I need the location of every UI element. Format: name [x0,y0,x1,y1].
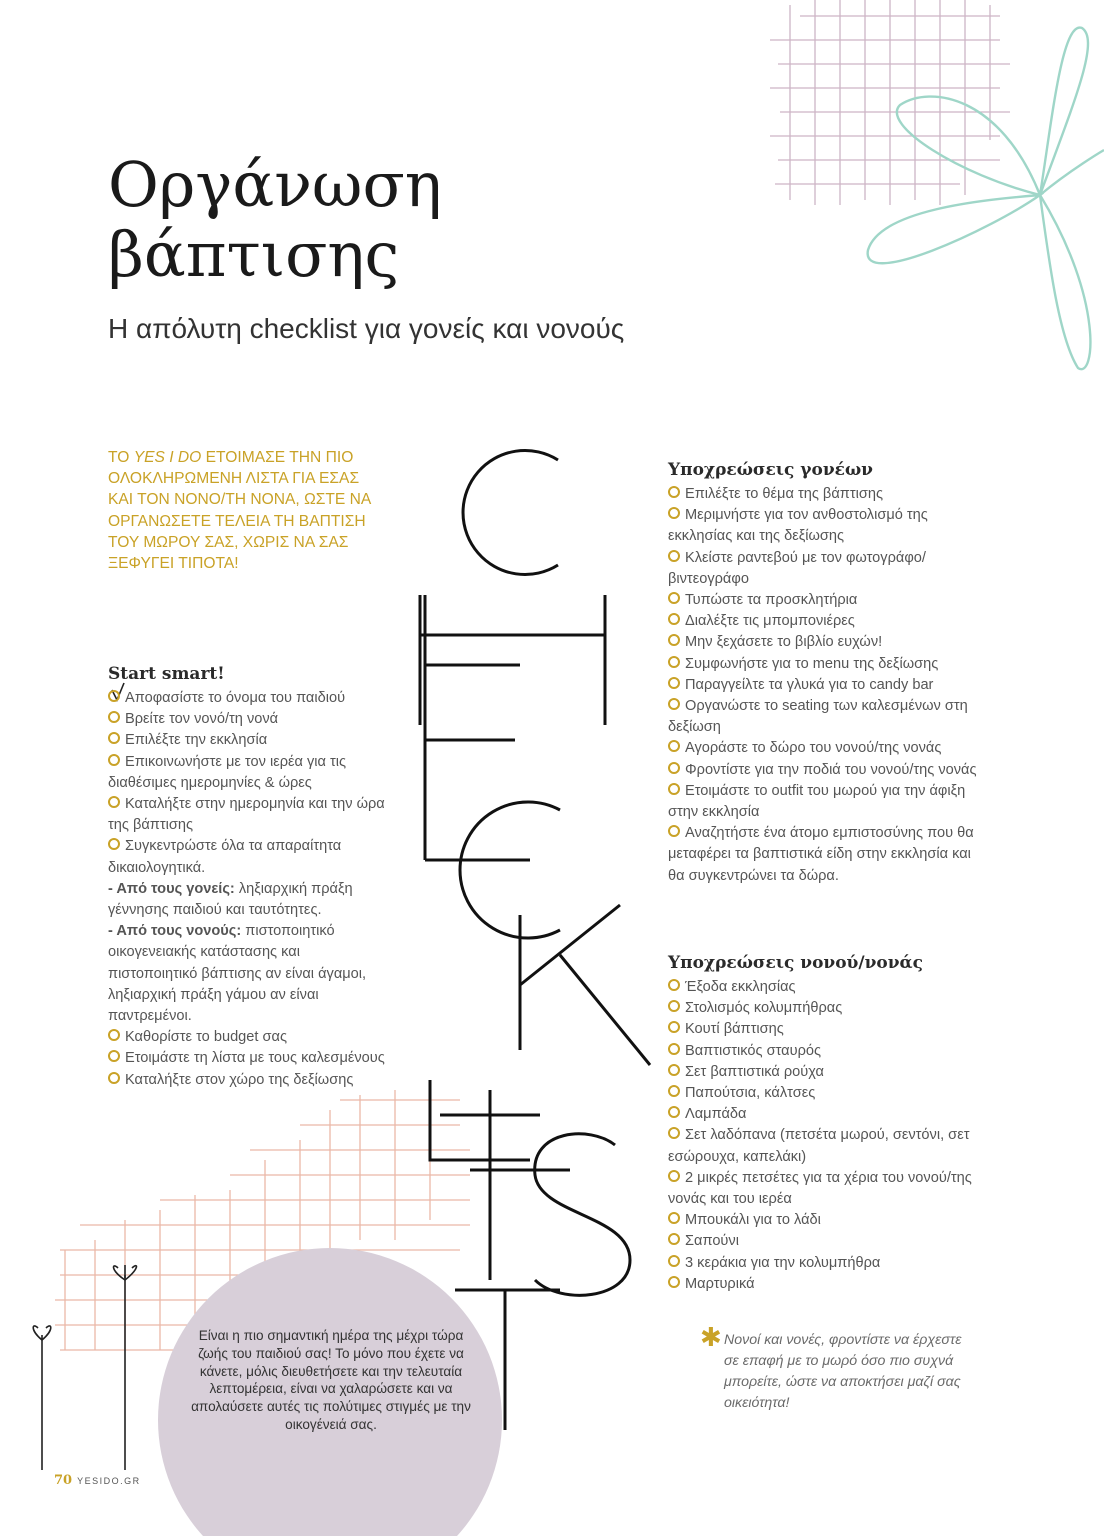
list-item[interactable]: Βρείτε τον νονό/τη νονά [108,709,393,730]
list-item[interactable]: 3 κεράκια για την κολυμπήθρα [668,1253,978,1274]
list-item[interactable]: Κλείστε ραντεβού με τον φωτογράφο/βιντεογράφο [668,549,926,587]
list-item[interactable]: Τυπώστε τα προσκλητήρια [668,590,978,611]
list-item[interactable]: Ετοιμάστε το outfit του μωρού για την άφιξη στην εκκλησία [668,782,966,821]
godparents-list [668,977,978,1295]
checkbox-icon[interactable] [668,1255,680,1267]
parents-heading: Υποχρεώσεις γονέων [668,460,873,480]
intro-brand: YES I DO [133,449,202,466]
list-item[interactable]: Συγκεντρώστε όλα τα απαραίτητα δικαιολογητικά. [108,838,342,876]
checkbox-icon[interactable] [668,762,680,774]
list-item[interactable]: Στολισμός κολυμπήθρας [668,998,978,1019]
checkbox-icon[interactable] [668,592,680,604]
flower-decoration [868,28,1104,370]
checkbox-icon[interactable] [668,1127,680,1139]
list-item[interactable]: Παραγγείλτε τα γλυκά για το candy bar [668,675,978,696]
list-item[interactable]: Μην ξεχάσετε το βιβλίο ευχών! [668,632,978,653]
list-item[interactable]: Επιλέξτε το θέμα της βάπτισης [668,484,978,505]
checkbox-icon[interactable] [668,656,680,668]
list-item[interactable]: Καταλήξτε στον χώρο της δεξίωσης [108,1070,393,1091]
checkbox-icon[interactable] [668,1000,680,1012]
checkbox-icon[interactable] [668,486,680,498]
checkbox-icon[interactable] [108,690,120,702]
top-grid-decoration [770,0,1010,205]
intro-after: ΕΤΟΙΜΑΣΕ ΤΗΝ ΠΙΟ ΟΛΟΚΛΗΡΩΜΕΝΗ ΛΙΣΤΑ ΓΙΑ ΕΣΑΣ ΚΑΙ ΤΟΝ ΝΟΝΟ/ΤΗ ΝΟΝΑ, ΩΣΤΕ ΝΑ ΟΡΓΑΝΩΣΕΤΕ ΤΕΛΕΙΑ ΤΗ ΒΑΠΤΙΣΗ ΤΟΥ ΜΩΡΟΥ ΣΑΣ, ΧΩΡΙΣ ΝΑ ΣΑΣ ΞΕΦΥΓΕΙ ΤΙΠΟΤΑ! [108,449,371,573]
list-item[interactable]: Αποφασίστε το όνομα του παιδιού [108,688,393,709]
list-item[interactable]: Μεριμνήστε για τον ανθοστολισμό της εκκλησίας και της δεξίωσης [668,507,928,545]
checkbox-icon[interactable] [668,825,680,837]
checkbox-icon[interactable] [668,740,680,752]
checklists-letters [420,451,650,1431]
checkbox-icon[interactable] [668,1233,680,1245]
checkbox-icon[interactable] [668,634,680,646]
start-smart-heading: Start smart! [108,664,225,684]
stem-decoration [33,1265,136,1470]
checkbox-icon[interactable] [668,550,680,562]
list-item[interactable]: Καταλήξτε στην ημερομηνία και την ώρα της βάπτισης [108,796,385,834]
page-number: 70 [54,1473,73,1488]
intro-before: ΤΟ [108,449,134,466]
list-item[interactable]: Επικοινωνήστε με τον ιερέα για τις διαθέσιμες ημερομηνίες & ώρες [108,753,347,791]
checkbox-icon[interactable] [108,1029,120,1041]
list-item[interactable]: Οργανώστε το seating των καλεσμένων στη δεξίωση [668,698,968,736]
docs-parents: - Από τους γονείς: ληξιαρχική πράξη γέννησης παιδιού και ταυτότητες. [108,880,353,919]
page-subtitle: Η απόλυτη checklist για γονείς και νονούς [108,313,625,344]
checkbox-icon[interactable] [668,1085,680,1097]
asterisk-icon: ✱ [700,1322,722,1352]
list-item[interactable]: Διαλέξτε τις μπομπονιέρες [668,611,978,632]
list-item[interactable]: Μαρτυρικά [668,1274,978,1295]
list-item[interactable]: Φροντίστε για την ποδιά του νονού/της νονάς [668,760,978,781]
checkbox-icon[interactable] [668,613,680,625]
list-item[interactable]: Λαμπάδα [668,1104,978,1125]
checkbox-icon[interactable] [668,677,680,689]
checkbox-icon[interactable] [668,783,680,795]
checkbox-icon[interactable] [668,1064,680,1076]
checkbox-icon[interactable] [108,796,120,808]
parents-section [668,460,978,887]
list-item[interactable]: Μπουκάλι για το λάδι [668,1210,978,1231]
checkbox-icon[interactable] [108,754,120,766]
checkbox-icon[interactable] [108,1072,120,1084]
list-item[interactable]: Σαπούνι [668,1231,978,1252]
checkbox-icon[interactable] [668,1170,680,1182]
checkbox-icon[interactable] [108,711,120,723]
checkbox-icon[interactable] [668,507,680,519]
page-footer [54,1472,141,1488]
list-item[interactable]: Αναζητήστε ένα άτομο εμπιστοσύνης που θα μεταφέρει τα βαπτιστικά είδη στην εκκλησία και θα συγκεντρώνει τα δώρα. [668,825,974,884]
list-item[interactable]: Επιλέξτε την εκκλησία [108,730,393,751]
checkbox-icon[interactable] [668,1276,680,1288]
list-item[interactable]: Έξοδα εκκλησίας [668,977,978,998]
intro-text [108,447,378,574]
list-item[interactable]: Βαπτιστικός σταυρός [668,1041,978,1062]
checkbox-icon[interactable] [108,838,120,850]
checkbox-icon[interactable] [668,979,680,991]
checkbox-icon[interactable] [668,698,680,710]
list-item[interactable]: Σετ βαπτιστικά ρούχα [668,1062,978,1083]
docs-godparents: - Από τους νονούς: πιστοποιητικό οικογενειακής κατάστασης και πιστοποιητικό βάπτισης αν είναι άγαμοι, ληξιαρχική πράξη γάμου αν είναι παντρεμένοι. [108,923,367,1025]
circle-caption: Είναι η πιο σημαντική ημέρα της μέχρι τώρα ζωής του παιδιού σας! Το μόνο που έχετε να κάνετε, μόλις διευθετήσετε και την τελευταία λεπτομέρεια, είναι να χαλαρώσετε και να απολαύσετε αυτές τις πολύτιμες στιγμές με την οικογένειά σας. [191,1328,471,1432]
checkbox-icon[interactable] [108,732,120,744]
list-item[interactable]: Σετ λαδόπανα (πετσέτα μωρού, σεντόνι, σετ εσώρουχα, καπελάκι) [668,1127,970,1165]
list-item[interactable]: Κουτί βάπτισης [668,1019,978,1040]
page-title [108,150,442,290]
start-smart-list [108,688,393,1091]
site-name: YESIDO.GR [77,1476,141,1486]
godparents-note: Νονοί και νονές, φροντίστε να έρχεστε σε επαφή με το μωρό όσο πιο συχνά μπορείτε, ώστε να αποκτήσει μαζί σας οικειότητα! [724,1332,962,1411]
checkbox-icon[interactable] [668,1043,680,1055]
list-item[interactable]: 2 μικρές πετσέτες για τα χέρια του νονού/της νονάς και του ιερέα [668,1169,972,1208]
list-item[interactable]: Ετοιμάστε τη λίστα με τους καλεσμένους [108,1048,393,1069]
start-smart-section [108,664,393,1091]
list-item[interactable]: Παπούτσια, κάλτσες [668,1083,978,1104]
checkbox-icon[interactable] [668,1212,680,1224]
list-item[interactable]: Αγοράστε το δώρο του νονού/της νονάς [668,738,978,759]
title-line-2: βάπτισης [108,218,400,291]
checkbox-icon[interactable] [108,1050,120,1062]
list-item[interactable]: Καθορίστε το budget σας [108,1027,393,1048]
list-item[interactable]: Συμφωνήστε για το menu της δεξίωσης [668,654,978,675]
parents-list [668,484,978,887]
checkbox-icon[interactable] [668,1106,680,1118]
checkbox-icon[interactable] [668,1021,680,1033]
godparents-section [668,953,978,1295]
godparents-heading: Υποχρεώσεις νονού/νονάς [668,953,923,973]
title-line-1: Οργάνωση [108,148,442,221]
